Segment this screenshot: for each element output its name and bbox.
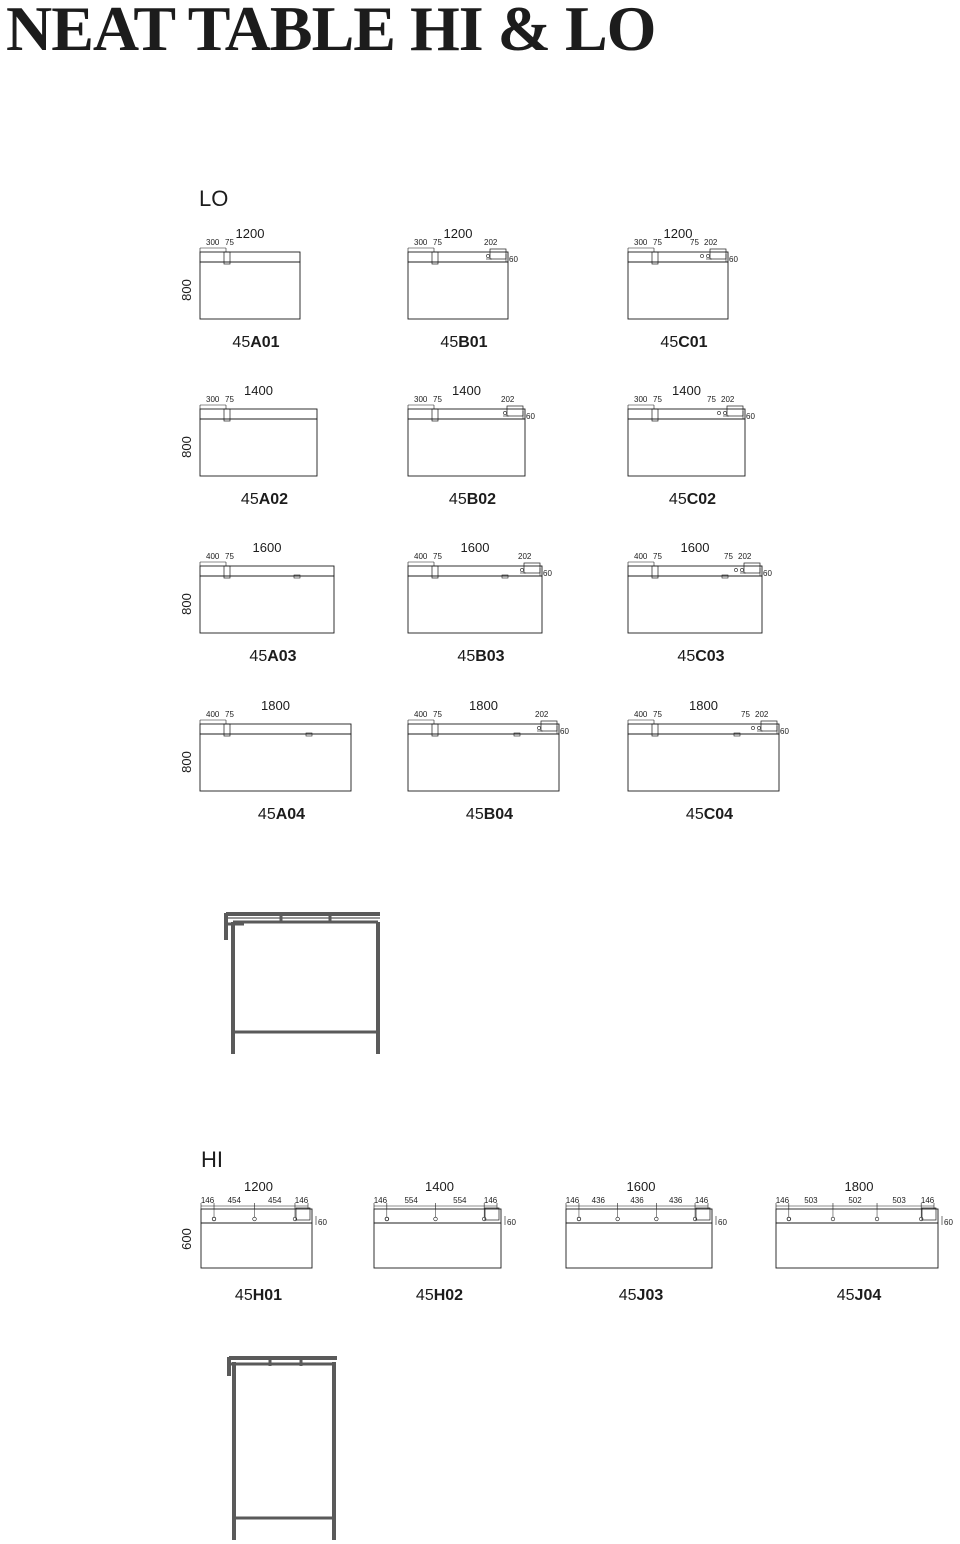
segment-label: 454 [268, 1196, 282, 1205]
table-body [408, 734, 559, 791]
hi-side-profile [229, 1357, 337, 1540]
tabletop-strip [628, 566, 762, 576]
fixing-hole-icon [434, 1217, 438, 1221]
tabletop-strip [408, 409, 525, 419]
cable-hole-icon [751, 726, 754, 729]
tabletop-strip [566, 1209, 712, 1223]
segment-label: 554 [453, 1196, 467, 1205]
table-body [776, 1223, 938, 1268]
lo-table-A04 [200, 698, 351, 823]
bracket-label: 202 [721, 395, 735, 404]
table-code: 45H01 [234, 1287, 283, 1304]
cable-bracket [485, 1208, 499, 1220]
table-code: 45B02 [448, 491, 497, 508]
cable-bracket [761, 721, 777, 731]
width-label: 1600 [252, 540, 282, 555]
leg-offset-label: 75 [653, 395, 662, 404]
fixing-hole-icon [875, 1217, 879, 1221]
cable-bracket [507, 406, 523, 416]
fixing-hole-icon [616, 1217, 620, 1221]
left-offset-label: 300 [414, 238, 428, 247]
drop-label: 60 [718, 1218, 727, 1227]
leg-offset-label: 75 [653, 238, 662, 247]
bracket-label: 202 [755, 710, 769, 719]
lo-table-C03 [628, 540, 772, 665]
cable-hole-icon [700, 254, 703, 257]
hi-section-label: HI [201, 1147, 223, 1172]
leg-offset-label: 75 [225, 395, 234, 404]
lo-table-B04 [408, 698, 569, 823]
width-label: 1600 [680, 540, 710, 555]
lo-row-1800 [179, 698, 789, 823]
leg-offset-label: 75 [433, 710, 442, 719]
table-code: 45A04 [257, 806, 306, 823]
table-body [408, 576, 542, 633]
left-offset-label: 300 [634, 395, 648, 404]
cable-bracket [922, 1208, 936, 1220]
tabletop-strip [628, 724, 779, 734]
leg-offset-label: 75 [433, 238, 442, 247]
width-label: 1600 [626, 1179, 656, 1194]
segment-label: 502 [848, 1196, 862, 1205]
cable-bracket [727, 406, 743, 416]
segment-label: 146 [294, 1196, 309, 1205]
leg-offset-label: 75 [225, 710, 234, 719]
width-label: 1800 [469, 698, 498, 713]
segment-label: 146 [920, 1196, 935, 1205]
tabletop-strip [776, 1209, 938, 1223]
leg-offset-label: 75 [225, 238, 234, 247]
bracket-inner-label: 75 [690, 238, 699, 247]
drop-label: 60 [507, 1218, 516, 1227]
width-label: 1400 [452, 383, 481, 398]
table-code: 45A01 [232, 334, 280, 351]
drop-label: 60 [944, 1218, 953, 1227]
lo-table-A01 [200, 226, 300, 351]
segment-label: 146 [775, 1196, 790, 1205]
cable-hole-icon [706, 254, 709, 257]
drop-label: 60 [318, 1218, 327, 1227]
width-label: 1400 [425, 1179, 454, 1194]
cable-hole-icon [503, 411, 506, 414]
cable-hole-icon [520, 568, 523, 571]
width-label: 1800 [844, 1179, 874, 1194]
width-label: 1800 [689, 698, 718, 713]
cable-hole-icon [740, 568, 743, 571]
segment-label: 436 [591, 1196, 605, 1205]
cable-hole-icon [717, 411, 720, 414]
cable-hole-icon [734, 568, 737, 571]
leg-offset-label: 75 [653, 552, 662, 561]
table-code: 45J03 [618, 1287, 664, 1304]
fixing-hole-icon [212, 1217, 216, 1221]
table-code: 45A03 [249, 648, 297, 665]
bracket-label: 202 [518, 552, 532, 561]
table-body [628, 576, 762, 633]
width-label: 1600 [460, 540, 490, 555]
foot-marker [502, 575, 508, 578]
tabletop-strip [628, 252, 728, 262]
left-offset-label: 400 [206, 552, 220, 561]
drop-label: 60 [780, 727, 789, 736]
tabletop-strip [408, 566, 542, 576]
bracket-label: 202 [501, 395, 515, 404]
leg-offset-label: 75 [653, 710, 662, 719]
left-offset-label: 400 [206, 710, 220, 719]
drop-label: 60 [509, 255, 518, 264]
table-body [200, 262, 300, 319]
cable-bracket [696, 1208, 710, 1220]
table-code: 45B03 [457, 648, 505, 665]
cable-bracket [296, 1208, 310, 1220]
foot-marker [722, 575, 728, 578]
table-body [408, 262, 508, 319]
left-offset-label: 300 [414, 395, 428, 404]
cable-hole-icon [723, 411, 726, 414]
lo-row-1200 [179, 226, 738, 351]
lo-table-C04 [628, 698, 789, 823]
hi-row [179, 1179, 953, 1304]
segment-label: 146 [694, 1196, 709, 1205]
depth-label: 600 [179, 1228, 194, 1250]
left-offset-label: 300 [206, 395, 220, 404]
lo-table-B01 [408, 226, 518, 351]
table-body [200, 576, 334, 633]
depth-label: 800 [179, 593, 194, 615]
width-label: 1200 [663, 226, 693, 241]
bracket-inner-label: 75 [724, 552, 733, 561]
table-body [408, 419, 525, 476]
fixing-hole-icon [831, 1217, 835, 1221]
fixing-hole-icon [385, 1217, 389, 1221]
bracket-label: 202 [738, 552, 752, 561]
table-body [200, 419, 317, 476]
foot-marker [734, 733, 740, 736]
cable-bracket [710, 249, 726, 259]
fixing-hole-icon [253, 1217, 257, 1221]
tabletop-strip [200, 724, 351, 734]
left-offset-label: 400 [414, 710, 428, 719]
leg-offset-label: 75 [225, 552, 234, 561]
drop-label: 60 [746, 412, 755, 421]
foot-marker [294, 575, 300, 578]
segment-label: 503 [804, 1196, 818, 1205]
lo-row-1600 [179, 540, 772, 665]
table-code: 45C02 [668, 491, 717, 508]
table-body [628, 419, 745, 476]
table-body [201, 1223, 312, 1268]
tabletop-strip [628, 409, 745, 419]
table-code: 45C03 [677, 648, 725, 665]
segment-label: 503 [892, 1196, 906, 1205]
lo-table-C02 [628, 383, 755, 508]
segment-label: 554 [404, 1196, 418, 1205]
fixing-hole-icon [787, 1217, 791, 1221]
bracket-label: 202 [704, 238, 718, 247]
segment-label: 146 [373, 1196, 388, 1205]
drop-label: 60 [560, 727, 569, 736]
segment-label: 146 [483, 1196, 498, 1205]
cable-bracket [541, 721, 557, 731]
lo-table-B02 [408, 383, 535, 508]
bracket-label: 202 [484, 238, 498, 247]
cable-hole-icon [486, 254, 489, 257]
cable-bracket [744, 563, 760, 573]
left-offset-label: 300 [206, 238, 220, 247]
left-offset-label: 400 [634, 710, 648, 719]
bracket-label: 202 [535, 710, 549, 719]
fixing-hole-icon [655, 1217, 659, 1221]
page-title: NEAT TABLE HI & LO [6, 0, 656, 64]
lo-section-label: LO [199, 186, 229, 211]
table-code: 45J04 [836, 1287, 882, 1304]
table-code: 45H02 [415, 1287, 464, 1304]
drop-label: 60 [543, 569, 552, 578]
depth-label: 800 [179, 436, 194, 458]
depth-label: 800 [179, 279, 194, 301]
width-label: 1400 [244, 383, 273, 398]
width-label: 1200 [443, 226, 473, 241]
table-code: 45A02 [240, 491, 289, 508]
drop-label: 60 [763, 569, 772, 578]
foot-marker [514, 733, 520, 736]
table-code: 45C04 [685, 806, 734, 823]
hi-table-J03 [566, 1179, 728, 1304]
table-body [200, 734, 351, 791]
left-offset-label: 300 [634, 238, 648, 247]
segment-label: 436 [630, 1196, 644, 1205]
table-body [628, 262, 728, 319]
hi-table-J04 [776, 1179, 954, 1304]
table-code: 45C01 [660, 334, 708, 351]
tabletop-strip [408, 252, 508, 262]
cable-hole-icon [537, 726, 540, 729]
lo-table-B03 [408, 540, 552, 665]
foot-marker [306, 733, 312, 736]
width-label: 1200 [235, 226, 265, 241]
segment-label: 436 [669, 1196, 683, 1205]
cable-bracket [490, 249, 506, 259]
segment-label: 146 [565, 1196, 580, 1205]
width-label: 1400 [672, 383, 701, 398]
left-offset-label: 400 [634, 552, 648, 561]
fixing-hole-icon [577, 1217, 581, 1221]
lo-table-A02 [200, 383, 317, 508]
bracket-inner-label: 75 [741, 710, 750, 719]
bracket-inner-label: 75 [707, 395, 716, 404]
left-offset-label: 400 [414, 552, 428, 561]
tabletop-strip [200, 252, 300, 262]
table-body [566, 1223, 712, 1268]
cable-hole-icon [757, 726, 760, 729]
tabletop-strip [374, 1209, 501, 1223]
hi-table-H01 [201, 1179, 328, 1304]
drop-label: 60 [526, 412, 535, 421]
tabletop-strip [200, 566, 334, 576]
tabletop-strip [408, 724, 559, 734]
width-label: 1200 [244, 1179, 273, 1194]
table-code: 45B01 [440, 334, 488, 351]
table-code: 45B04 [465, 806, 514, 823]
segment-label: 454 [227, 1196, 241, 1205]
cable-bracket [524, 563, 540, 573]
lo-side-profile [226, 913, 380, 1054]
segment-label: 146 [200, 1196, 215, 1205]
leg-offset-label: 75 [433, 552, 442, 561]
table-body [374, 1223, 501, 1268]
leg-offset-label: 75 [433, 395, 442, 404]
hi-table-H02 [374, 1179, 517, 1304]
table-body [628, 734, 779, 791]
lo-table-A03 [200, 540, 334, 665]
lo-table-C01 [628, 226, 738, 351]
drop-label: 60 [729, 255, 738, 264]
lo-row-1400 [179, 383, 755, 508]
tabletop-strip [200, 409, 317, 419]
depth-label: 800 [179, 751, 194, 773]
width-label: 1800 [261, 698, 290, 713]
